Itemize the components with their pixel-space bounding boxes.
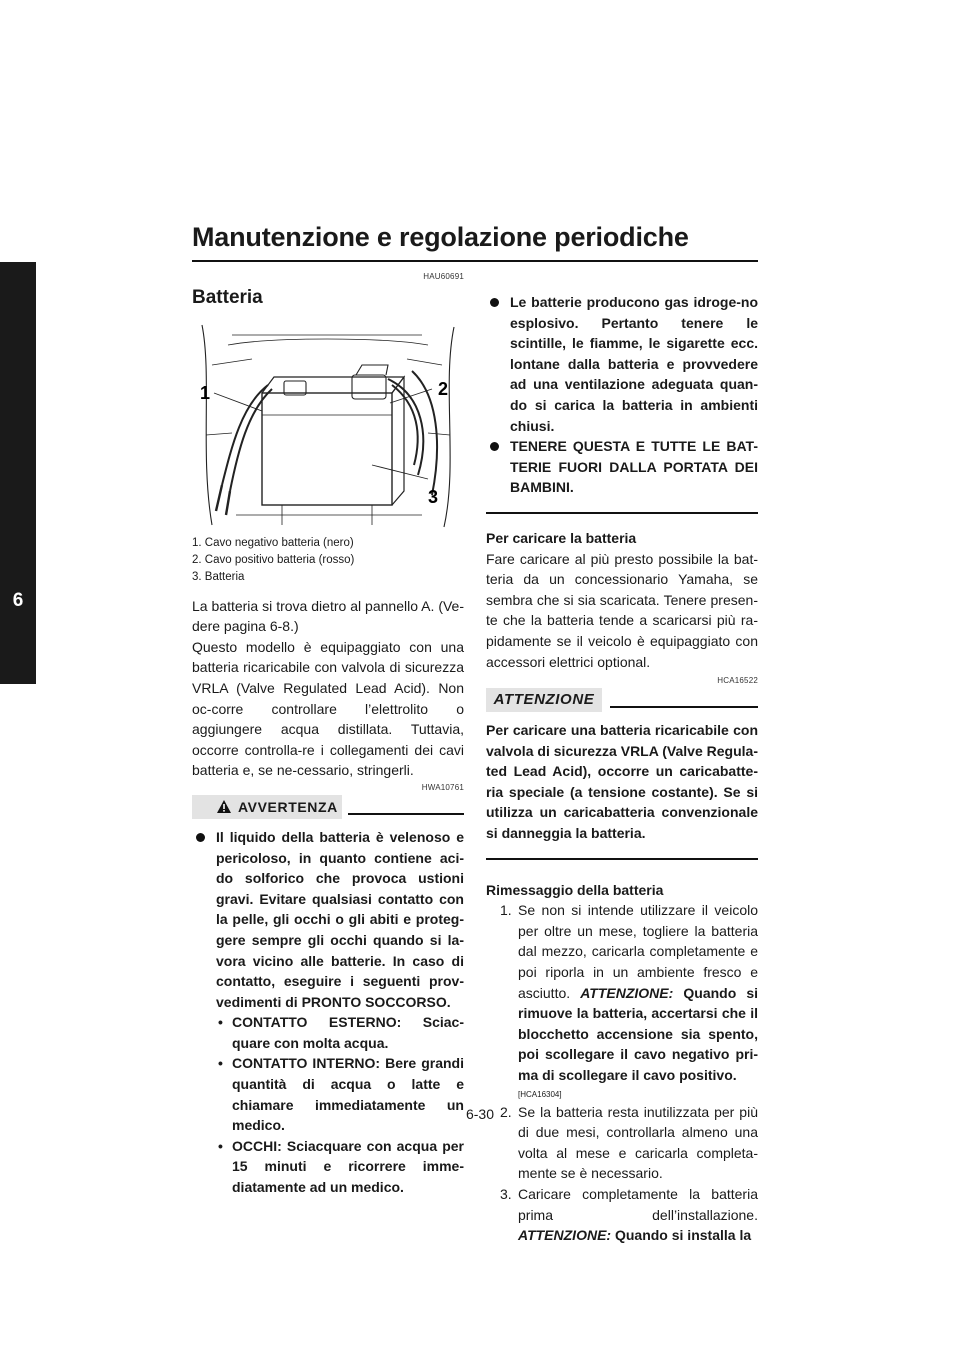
chapter-number: 6 <box>12 590 24 611</box>
step-text: Se la batteria resta inutilizzata per più di due mesi, controllarla almeno una volta al mese e caricarla completa-mente se è necessario. <box>518 1103 758 1182</box>
warning-bullet: TENERE QUESTA E TUTTE LE BAT-TERIE FUORI DALLA PORTATA DEI BAMBINI. <box>486 436 758 498</box>
step-caution-label: ATTENZIONE: <box>580 984 674 1001</box>
notice-header <box>486 688 758 714</box>
section-title: Batteria <box>192 287 263 308</box>
intro-paragraph: Questo modello è equipaggiato con una batteria ricaricabile con valvola di sicurezza VRLA (Valve Regulated Lead Acid). Non oc-corre controllare l’elettrolito o aggiungere acqua distillata. Tuttavia, occorre controlla-re i collegamenti dei cavi batteria e, se ne-cessario, stringerli. <box>192 638 464 779</box>
step-number: 3. <box>500 1185 512 1202</box>
figure-captions <box>192 535 464 586</box>
warning-end-rule <box>486 512 758 514</box>
storage-step <box>486 1184 758 1246</box>
storage-step <box>486 900 758 1101</box>
warning-code: HWA10761 <box>421 782 464 792</box>
first-aid-item: • CONTATTO INTERNO: Bere grandi quantità di acqua o latte e chiamare immediatamente un medico. <box>216 1053 464 1135</box>
callout-2: 2 <box>438 378 449 399</box>
notice-label: ATTENZIONE <box>493 690 595 708</box>
step-caution-text: Quando si rimuove la batteria, accertarsi che il blocchetto accensione sia spento, poi scollegare il cavo negativo pri-ma di scollegare il cavo positivo. <box>518 984 759 1083</box>
first-aid-item: • OCCHI: Sciacquare con acqua per 15 minuti e ricorrere imme-diatamente ad un medico. <box>216 1136 464 1198</box>
notice-rule <box>610 706 758 708</box>
charging-paragraph: Fare caricare al più presto possibile la bat-teria da un concessionario Yamaha, se sembra che si sia scaricata. Tenere presen-te che la batteria tende a scaricarsi più ra-pidamente se il veicolo è equipaggiato con accessori elettrici optional. <box>486 550 758 670</box>
caption-item: 1. Cavo negativo batteria (nero) <box>192 536 354 549</box>
warning-triangle-icon <box>216 799 232 815</box>
warning-bullet: Le batterie producono gas idroge-no esplosivo. Pertanto tenere le scintille, le fiamme, le sigarette ecc. lontane dalla batteria e provvedere ad una ventilazione adeguata quan-do si carica la batteria in ambienti chiusi. <box>486 292 758 436</box>
notice-code: HCA16522 <box>717 676 758 686</box>
title-rule <box>192 260 758 262</box>
warning-rule <box>348 813 464 815</box>
right-column <box>486 292 758 1246</box>
step-number: 2. <box>500 1103 512 1120</box>
battery-figure <box>192 315 464 533</box>
notice-label-box <box>486 688 602 712</box>
chapter-tab <box>0 262 36 684</box>
first-aid-list <box>216 1012 464 1197</box>
charging-heading: Per caricare la batteria <box>486 529 637 546</box>
caption-item: 3. Batteria <box>192 570 245 583</box>
step-number: 1. <box>500 902 512 919</box>
warning-list <box>192 827 464 1198</box>
warning-bullet-text: Il liquido della batteria è velenoso e pericoloso, in quanto contiene aci-do solforico che provoca ustioni gravi. Evitare qualsiasi contatto con la pelle, gli occhi o gli abiti e proteg-gere sempre gli occhi quando si la-vora vicino alle batterie. In caso di contatto, eseguire i seguenti prov-vedimenti di PRONTO SOCCORSO. <box>216 828 464 1010</box>
step-caution-text: Quando si installa la <box>614 1227 752 1244</box>
intro-paragraph: La batteria si trova dietro al pannello A. (Ve-dere pagina 6-8.) <box>192 597 464 635</box>
storage-steps <box>486 900 758 1246</box>
step-text: Caricare completamente la batteria prima dell’installazione. <box>518 1185 758 1223</box>
warning-list-continued <box>486 292 758 498</box>
warning-header <box>192 795 464 821</box>
storage-heading: Rimessaggio della batteria <box>486 881 664 898</box>
section-code: HAU60691 <box>423 272 464 281</box>
warning-label: AVVERTENZA <box>238 798 338 815</box>
step-caution-label: ATTENZIONE: <box>518 1227 612 1244</box>
warning-label-box <box>192 795 342 819</box>
first-aid-item: • CONTATTO ESTERNO: Sciac-quare con molta acqua. <box>216 1012 464 1053</box>
caption-item: 2. Cavo positivo batteria (rosso) <box>192 553 355 566</box>
step-tag: [HCA16304] <box>518 1089 562 1099</box>
callout-3: 3 <box>428 486 439 507</box>
notice-text: Per caricare una batteria ricaricabile con valvola di sicurezza VRLA (Valve Regula-ted Lead Acid), occorre un caricabatte-ria speciale (a tensione costante). Se si utilizza un caricabatteria convenzionale si danneggia la batteria. <box>486 722 758 842</box>
callout-1: 1 <box>200 382 211 403</box>
left-column <box>192 272 464 1198</box>
step-text: Se non si intende utilizzare il veicolo per oltre un mese, togliere la batteria dal mezzo, caricarla completamente e poi riporla in un ambiente fresco e asciutto. <box>518 902 758 1001</box>
notice-end-rule <box>486 858 758 860</box>
warning-bullet <box>192 827 464 1198</box>
page-title: Manutenzione e regolazione periodiche <box>192 222 689 252</box>
battery-illustration <box>192 315 464 533</box>
page-number: 6-30 <box>465 1106 495 1122</box>
